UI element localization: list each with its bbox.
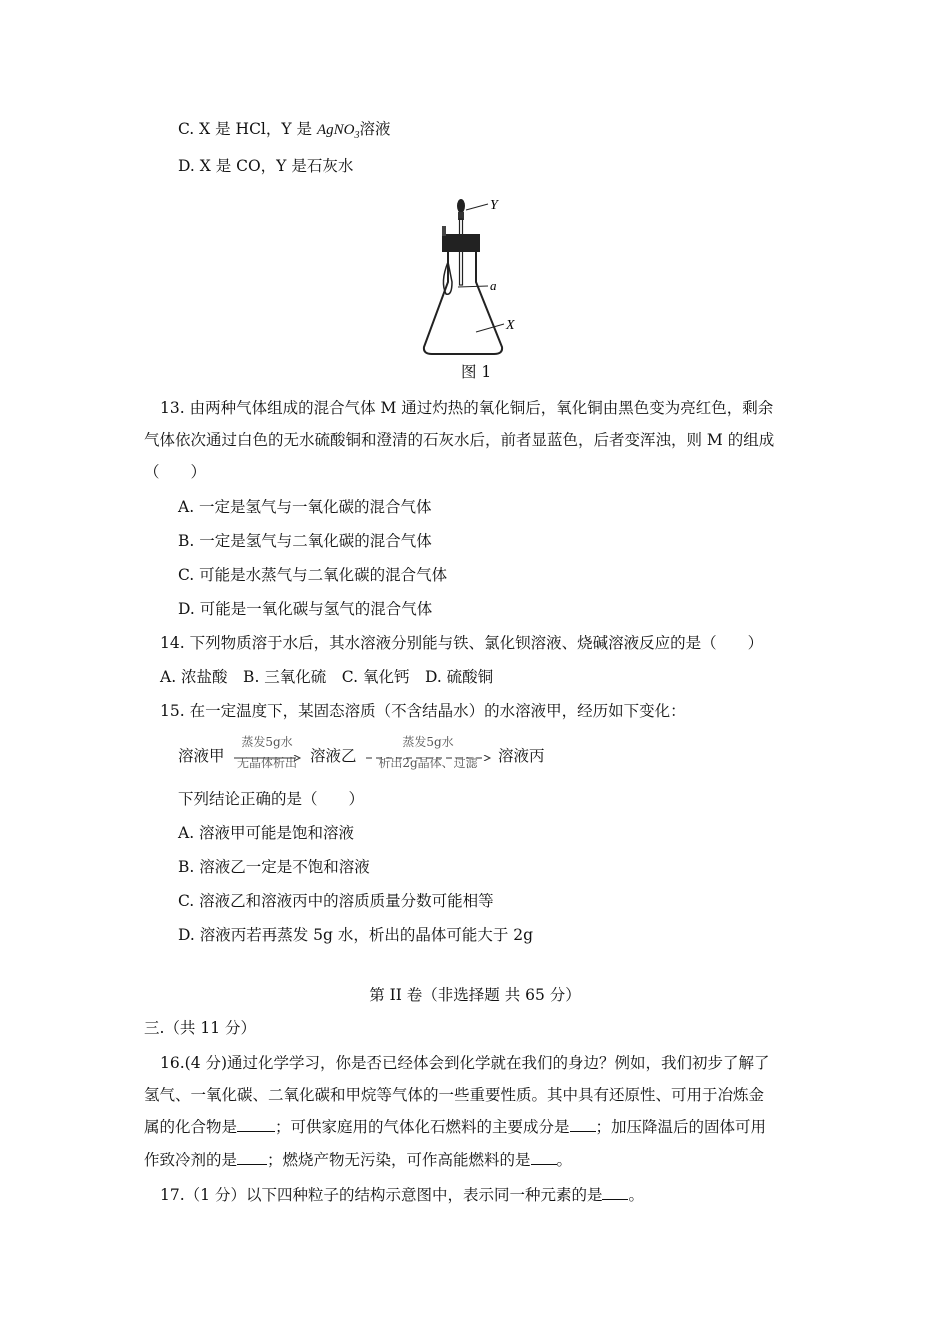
q14-stem: 14. 下列物质溶于水后，其水溶液分别能与铁、氯化钡溶液、烧碱溶液反应的是（ ） <box>160 634 764 652</box>
q16-line4-b: ；燃烧产物无污染，可作高能燃料的是 <box>267 1151 531 1169</box>
q16-line3 <box>144 1117 766 1137</box>
label-x: X <box>506 318 515 333</box>
q16-line4 <box>144 1150 572 1170</box>
q17-end: 。 <box>628 1186 644 1204</box>
q13-option-b: B. 一定是氢气与二氧化碳的混合气体 <box>178 532 432 550</box>
q15-option-b: B. 溶液乙一定是不饱和溶液 <box>178 858 370 876</box>
solution-a: 溶液甲 <box>178 747 225 765</box>
q16-line3-b: ；可供家庭用的气体化石燃料的主要成分是 <box>275 1118 570 1136</box>
q15-stem: 15. 在一定温度下，某固态溶质（不含结晶水）的水溶液甲，经历如下变化： <box>160 702 686 720</box>
part2-title: 第 II 卷（非选择题 共 65 分） <box>369 986 581 1004</box>
q14-options: A. 浓盐酸 B. 三氧化硫 C. 氧化钙 D. 硫酸铜 <box>160 668 494 686</box>
q16-line2: 氢气、一氧化碳、二氧化碳和甲烷等气体的一些重要性质。其中具有还原性、可用于冶炼金 <box>144 1086 765 1104</box>
figure-caption: 图 1 <box>461 363 492 381</box>
arrow-2-line <box>364 755 492 761</box>
arrow-2 <box>364 735 492 771</box>
q12-option-c-suffix: 溶液 <box>359 120 391 138</box>
q12-option-c-prefix: C. X 是 HCl，Y 是 <box>178 120 313 138</box>
q13-option-d: D. 可能是一氧化碳与氢气的混合气体 <box>178 600 433 618</box>
solution-b: 溶液乙 <box>310 747 357 765</box>
answer-blank-1[interactable] <box>237 1117 275 1132</box>
q15-option-a: A. 溶液甲可能是饱和溶液 <box>178 824 355 842</box>
flask-diagram <box>418 192 518 362</box>
q16-line3-a: 属的化合物是 <box>144 1118 238 1136</box>
q15-option-c: C. 溶液乙和溶液丙中的溶质质量分数可能相等 <box>178 892 494 910</box>
q17-text: 17.（1 分）以下四种粒子的结构示意图中，表示同一种元素的是 <box>160 1186 603 1204</box>
q16-line4-a: 作致冷剂的是 <box>144 1151 238 1169</box>
q12-option-d: D. X 是 CO，Y 是石灰水 <box>178 157 354 175</box>
q16-line3-c: ；加压降温后的固体可用 <box>595 1118 767 1136</box>
q15-prompt: 下列结论正确的是（ ） <box>178 790 365 808</box>
q12-formula-main: AgNO <box>316 122 355 138</box>
label-y: Y <box>490 198 498 213</box>
q13-paren: （ ） <box>144 463 207 481</box>
arrow-1-top: 蒸发5g水 <box>241 735 293 749</box>
arrow-1-bottom: 无晶体析出 <box>236 756 297 770</box>
arrow-2-top: 蒸发5g水 <box>402 735 454 749</box>
section-3-heading: 三.（共 11 分） <box>144 1019 257 1037</box>
q12-formula-sub: 3 <box>354 130 360 141</box>
arrow-1 <box>232 735 302 771</box>
q13-stem-line2: 气体依次通过白色的无水硫酸铜和澄清的石灰水后，前者显蓝色，后者变浑浊，则 M 的组成 <box>144 431 775 449</box>
q16-line4-c: 。 <box>556 1151 573 1169</box>
q13-stem-line1: 13. 由两种气体组成的混合气体 M 通过灼热的氧化铜后，氧化铜由黑色变为亮红色，剩余 <box>160 399 774 417</box>
answer-blank-5[interactable] <box>602 1185 628 1200</box>
q12-option-c <box>178 119 391 146</box>
q17-line <box>160 1185 644 1205</box>
arrow-1-line <box>232 755 302 761</box>
q13-option-a: A. 一定是氢气与一氧化碳的混合气体 <box>178 498 432 516</box>
q16-line1: 16.(4 分)通过化学学习，你是否已经体会到化学就在我们的身边？例如，我们初步了解了 <box>160 1054 770 1072</box>
answer-blank-3[interactable] <box>237 1150 267 1165</box>
answer-blank-2[interactable] <box>570 1117 596 1132</box>
q15-option-d: D. 溶液丙若再蒸发 5g 水，析出的晶体可能大于 2g <box>178 926 534 944</box>
q12-option-c-formula <box>316 122 360 141</box>
solution-c: 溶液丙 <box>498 747 545 765</box>
answer-blank-4[interactable] <box>531 1150 557 1165</box>
flask-figure <box>418 192 518 362</box>
q13-option-c: C. 可能是水蒸气与二氧化碳的混合气体 <box>178 566 448 584</box>
label-a: a <box>490 278 497 293</box>
arrow-2-bottom: 析出2g晶体、过滤 <box>378 756 478 770</box>
